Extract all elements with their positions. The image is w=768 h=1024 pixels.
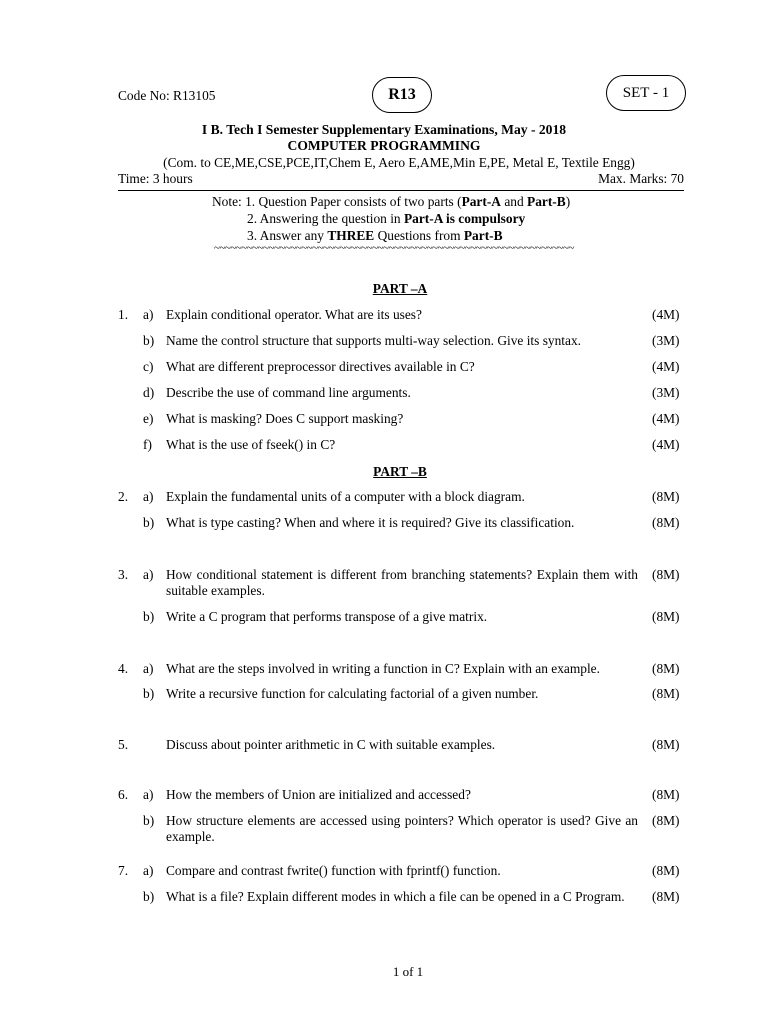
question-subpart: b) xyxy=(143,609,155,624)
question-subpart: c) xyxy=(143,359,154,374)
question-marks: (8M) xyxy=(652,863,680,878)
question-number: 2. xyxy=(118,489,129,504)
question-text: What is type casting? When and where it is required? Give its classification. xyxy=(166,515,575,530)
question-number: 4. xyxy=(118,661,129,676)
question-subpart: a) xyxy=(143,787,154,802)
instructions xyxy=(212,193,570,244)
question-subpart: b) xyxy=(143,889,155,904)
question-text: Write a C program that performs transpose of a give matrix. xyxy=(166,609,488,624)
question-marks: (8M) xyxy=(652,515,680,530)
question-marks: (3M) xyxy=(652,333,680,348)
question-subpart: a) xyxy=(143,567,154,582)
question-text: Describe the use of command line arguments. xyxy=(166,385,411,400)
question-marks: (4M) xyxy=(652,437,680,452)
common-to-branches: (Com. to CE,ME,CSE,PCE,IT,Chem E, Aero E,AME,Min E,PE, Metal E, Textile Engg) xyxy=(163,155,635,170)
question-marks: (4M) xyxy=(652,359,680,374)
question-subpart: b) xyxy=(143,515,155,530)
question-text: How conditional statement is different from branching statements? Explain them with suitable examples. xyxy=(166,567,638,598)
question-marks: (3M) xyxy=(652,385,680,400)
question-text: What is the use of fseek() in C? xyxy=(166,437,336,452)
regulation-badge: R13 xyxy=(372,77,432,113)
question-text: What is a file? Explain different modes in which a file can be opened in a C Program. xyxy=(166,889,625,904)
question-text: Explain conditional operator. What are its uses? xyxy=(166,307,422,322)
question-subpart: f) xyxy=(143,437,152,452)
question-text: Write a recursive function for calculating factorial of a given number. xyxy=(166,686,539,701)
question-marks: (8M) xyxy=(652,813,680,828)
note-3: 3. Answer any THREE Questions from Part-B xyxy=(247,228,503,243)
code-number: Code No: R13105 xyxy=(118,88,216,103)
part-b-title: PART –B xyxy=(373,464,427,479)
question-marks: (8M) xyxy=(652,609,680,624)
question-number: 5. xyxy=(118,737,129,752)
question-marks: (4M) xyxy=(652,307,680,322)
subject-title: COMPUTER PROGRAMMING xyxy=(287,138,481,153)
question-subpart: d) xyxy=(143,385,155,400)
question-text: What are the steps involved in writing a function in C? Explain with an example. xyxy=(166,661,600,676)
question-number: 6. xyxy=(118,787,129,802)
max-marks: Max. Marks: 70 xyxy=(598,171,684,186)
question-text: Compare and contrast fwrite() function with fprintf() function. xyxy=(166,863,501,878)
question-subpart: a) xyxy=(143,863,154,878)
question-text: What are different preprocessor directives available in C? xyxy=(166,359,475,374)
question-subpart: a) xyxy=(143,489,154,504)
exam-duration: Time: 3 hours xyxy=(118,171,193,186)
question-text: Discuss about pointer arithmetic in C with suitable examples. xyxy=(166,737,496,752)
question-subpart: b) xyxy=(143,333,155,348)
note-2: 2. Answering the question in Part-A is compulsory xyxy=(247,211,526,226)
question-marks: (4M) xyxy=(652,411,680,426)
note-1: Note: 1. Question Paper consists of two parts (Part-A and Part-B) xyxy=(212,194,571,209)
question-number: 7. xyxy=(118,863,129,878)
question-marks: (8M) xyxy=(652,661,680,676)
tilde-separator: ~~~~~~~~~~~~~~~~~~~~~~~~~~~~~~~~~~~~~~~~~~~~~~~~~~~~~~~~~~~~~~~~~~ xyxy=(214,242,574,254)
header-rule xyxy=(118,190,684,191)
question-text: Name the control structure that supports multi-way selection. Give its syntax. xyxy=(166,333,582,348)
question-subpart: e) xyxy=(143,411,154,426)
page-number: 1 of 1 xyxy=(392,964,424,979)
question-text: What is masking? Does C support masking? xyxy=(166,411,404,426)
question-number: 3. xyxy=(118,567,129,582)
question-marks: (8M) xyxy=(652,686,680,701)
question-text: How the members of Union are initialized and accessed? xyxy=(166,787,471,802)
question-marks: (8M) xyxy=(652,489,680,504)
question-text: Explain the fundamental units of a computer with a block diagram. xyxy=(166,489,525,504)
question-subpart: a) xyxy=(143,307,154,322)
exam-title: I B. Tech I Semester Supplementary Examinations, May - 2018 xyxy=(201,122,567,137)
question-marks: (8M) xyxy=(652,737,680,752)
question-number: 1. xyxy=(118,307,129,322)
set-badge: SET - 1 xyxy=(606,75,686,111)
question-subpart: b) xyxy=(143,686,155,701)
question-marks: (8M) xyxy=(652,889,680,904)
question-text: How structure elements are accessed using pointers? Which operator is used? Give an example. xyxy=(166,813,638,844)
part-a-title: PART –A xyxy=(372,281,428,296)
question-subpart: b) xyxy=(143,813,155,828)
question-subpart: a) xyxy=(143,661,154,676)
question-marks: (8M) xyxy=(652,787,680,802)
question-marks: (8M) xyxy=(652,567,680,582)
